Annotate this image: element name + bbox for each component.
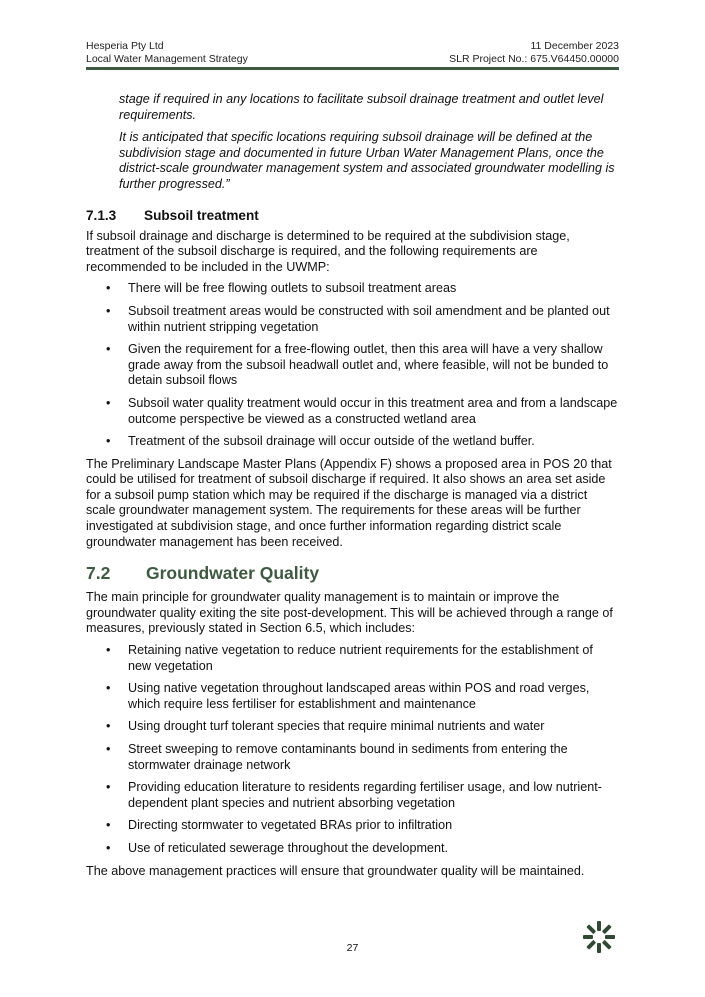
header-project-number: SLR Project No.: 675.V64450.00000 — [449, 53, 619, 65]
bullet-list — [86, 643, 619, 857]
list-item: • Subsoil water quality treatment would occur in this treatment area and from a landscape outcome perspective be viewed as a constructed wetland area — [86, 396, 619, 427]
page-number: 27 — [346, 942, 359, 954]
bullet-list — [86, 281, 619, 449]
list-item: • Providing education literature to residents regarding fertiliser usage, and low nutrient-dependent plant species and nutrient absorbing vegetation — [86, 780, 619, 811]
list-item: • Using native vegetation throughout landscaped areas within POS and road verges, which require less fertiliser for establishment and maintenance — [86, 681, 619, 712]
section-title: Groundwater Quality — [146, 563, 320, 584]
list-item: • Use of reticulated sewerage throughout the development. — [86, 841, 619, 857]
list-item: • Given the requirement for a free-flowing outlet, then this area will have a very shallow grade away from the subsoil headwall outlet and, where feasible, will not be bunded to detain subsoil flows — [86, 342, 619, 389]
header-date: 11 December 2023 — [530, 40, 619, 52]
header-company: Hesperia Pty Ltd — [86, 40, 164, 52]
list-item: • Street sweeping to remove contaminants bound in sediments from entering the stormwater drainage network — [86, 742, 619, 773]
page-header — [86, 40, 619, 66]
list-item: • Treatment of the subsoil drainage will occur outside of the wetland buffer. — [86, 434, 619, 450]
section-heading-7-1-3 — [86, 207, 619, 224]
list-item: • Subsoil treatment areas would be constructed with soil amendment and be planted out within nutrient stripping vegetation — [86, 304, 619, 335]
header-document-title: Local Water Management Strategy — [86, 53, 248, 65]
section-closing-paragraph: The above management practices will ensure that groundwater quality will be maintained. — [86, 863, 585, 878]
section-closing-paragraph: The Preliminary Landscape Master Plans (Appendix F) shows a proposed area in POS 20 that could be utilised for treatment of subsoil discharge if required. It also shows an area set aside for a subsoil pump station which may be required if the discharge is managed via a district scale groundwater management system. The requirements for these areas will be further investigated at subdivision stage, and once further information regarding district scale groundwater management has been received. — [86, 456, 612, 549]
list-item: • Using drought turf tolerant species that require minimal nutrients and water — [86, 719, 619, 735]
list-item: • Retaining native vegetation to reduce nutrient requirements for the establishment of new vegetation — [86, 643, 619, 674]
section-number: 7.1.3 — [86, 207, 117, 223]
section-intro: If subsoil drainage and discharge is determined to be required at the subdivision stage, treatment of the subsoil discharge is required, and the following requirements are recommended to be included in the UWMP: — [86, 228, 570, 274]
list-item: • Directing stormwater to vegetated BRAs prior to infiltration — [86, 818, 619, 834]
section-title: Subsoil treatment — [144, 207, 259, 223]
quote-paragraph: stage if required in any locations to facilitate subsoil drainage treatment and outlet level requirements. — [119, 92, 604, 122]
quote-paragraph: It is anticipated that specific locations requiring subsoil drainage will be defined at the subdivision stage and documented in future Urban Water Management Plans, once the district-scale groundwater management system and associated groundwater modelling is further progressed.” — [119, 130, 615, 191]
section-heading-7-2 — [86, 562, 619, 584]
page-content — [86, 92, 619, 885]
header-rule — [86, 67, 619, 70]
section-intro: The main principle for groundwater quality management is to maintain or improve the groundwater quality exiting the site post-development. This will be achieved through a range of measures, previously stated in Section 6.5, which includes: — [86, 590, 613, 636]
section-number: 7.2 — [86, 563, 111, 584]
slr-logo-icon — [582, 920, 616, 954]
quote-block — [119, 92, 619, 193]
list-item: • There will be free flowing outlets to subsoil treatment areas — [86, 281, 619, 297]
